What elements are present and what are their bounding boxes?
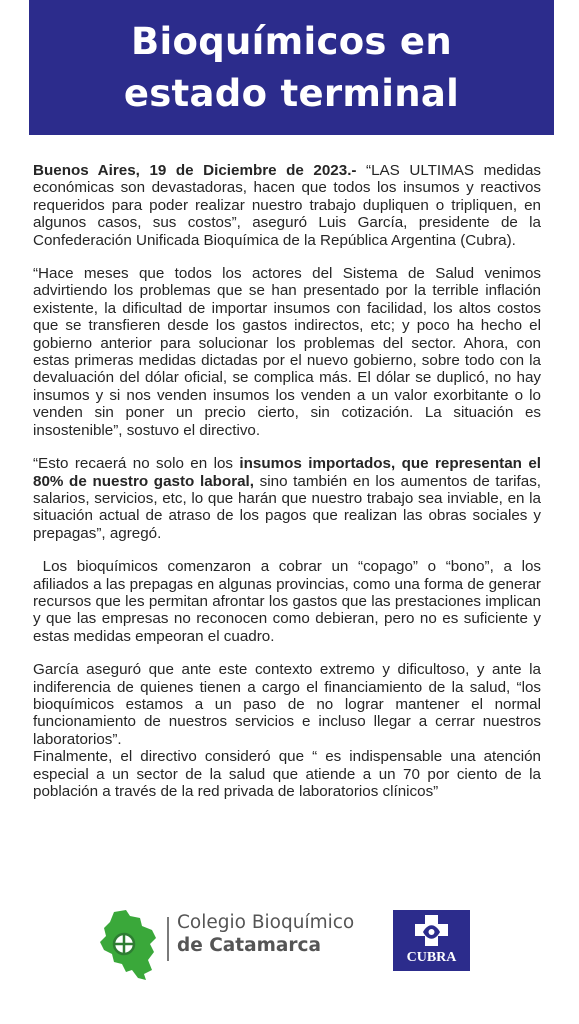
title-banner xyxy=(29,0,554,135)
paragraph-2: “Hace meses que todos los actores del Sistema de Salud venimos advirtiendo los problemas que se han presentado por la terrible inflación existente, la dificultad de importar insumos con facilidad, los altos costos que se transfieren desde los gastos indirectos, etc; y poco ha hecho el gobierno anterior para solucionar los problemas del sector. Ahora, con estas primeras medidas dictadas por el nuevo gobierno, sobre todo con la devaluación del dólar oficial, se complica más. El dólar se duplicó, no hay insumos y si nos venden insumos los venden a un valor exorbitante o lo venden sin poner un precio cierto, sin cotización. La situación es insostenible”, sostuvo el directivo. xyxy=(33,265,541,439)
colegio-logo-text xyxy=(177,912,354,958)
paragraph-5: García aseguró que ante este contexto extremo y dificultoso, y ante la indiferencia de quienes tienen a cargo el financiamiento de la salud, “los bioquímicos estamos a un paso de no lograr mantener el normal funcionamiento de nuestros servicios e incluso llegar a cerrar nuestros laboratorios”. xyxy=(33,661,541,748)
footer-logos xyxy=(0,900,579,990)
cubra-logo xyxy=(393,910,470,971)
paragraph-3 xyxy=(33,455,541,542)
logo-divider xyxy=(167,917,169,961)
paragraph-4: Los bioquímicos comenzaron a cobrar un “copago” o “bono”, a los afiliados a las prepagas en algunas provincias, como una forma de generar recursos que les permitan afrontar los gastos que las prestaciones implican y que las empresas no reconocen como debieran, pero no es suficiente y estas medidas empeoran el cuadro. xyxy=(33,558,546,645)
paragraph-3-highlight: insumos importados, que representan el 80% de nuestro gasto laboral, xyxy=(33,455,541,490)
cubra-wordmark: CUBRA xyxy=(406,950,457,965)
cubra-cross-icon xyxy=(410,914,453,948)
paragraph-1 xyxy=(33,162,541,249)
colegio-name-line-1: Colegio Bioquímico xyxy=(177,912,355,933)
colegio-name-line-2: de Catamarca xyxy=(177,935,321,956)
paragraph-1-text: “LAS ULTIMAS medidas económicas son devastadoras, hacen que todos los insumos y reactivos requeridos para poder realizar nuestro trabajo dupliquen o tripliquen, en algunos casos, sus costos”, aseguró Luis García, presidente de la Confederación Unificada Bioquímica de la República Argentina (Cubra). xyxy=(33,162,541,249)
article-body xyxy=(33,162,546,800)
dateline: Buenos Aires, 19 de Diciembre de 2023.- xyxy=(33,162,357,179)
headline-line-1: Bioquímicos en xyxy=(131,19,452,63)
paragraph-3-start: “Esto recaerá no solo en los xyxy=(33,455,240,473)
headline-line-2: estado terminal xyxy=(123,71,460,115)
catamarca-map-icon xyxy=(96,908,166,980)
paragraph-3-end: sino también en los aumentos de tarifas, salarios, servicios, etc, lo que harán que nuestro trabajo sea inviable, en la situación actual de atraso de los pagos que realizan las obras sociales y prepagas”, agregó. xyxy=(33,472,542,542)
paragraph-6: Finalmente, el directivo consideró que “ es indispensable una atención especial a un sector de la salud que atiende a un 70 por ciento de la población a través de la red privada de laboratorios clínicos” xyxy=(33,748,541,800)
